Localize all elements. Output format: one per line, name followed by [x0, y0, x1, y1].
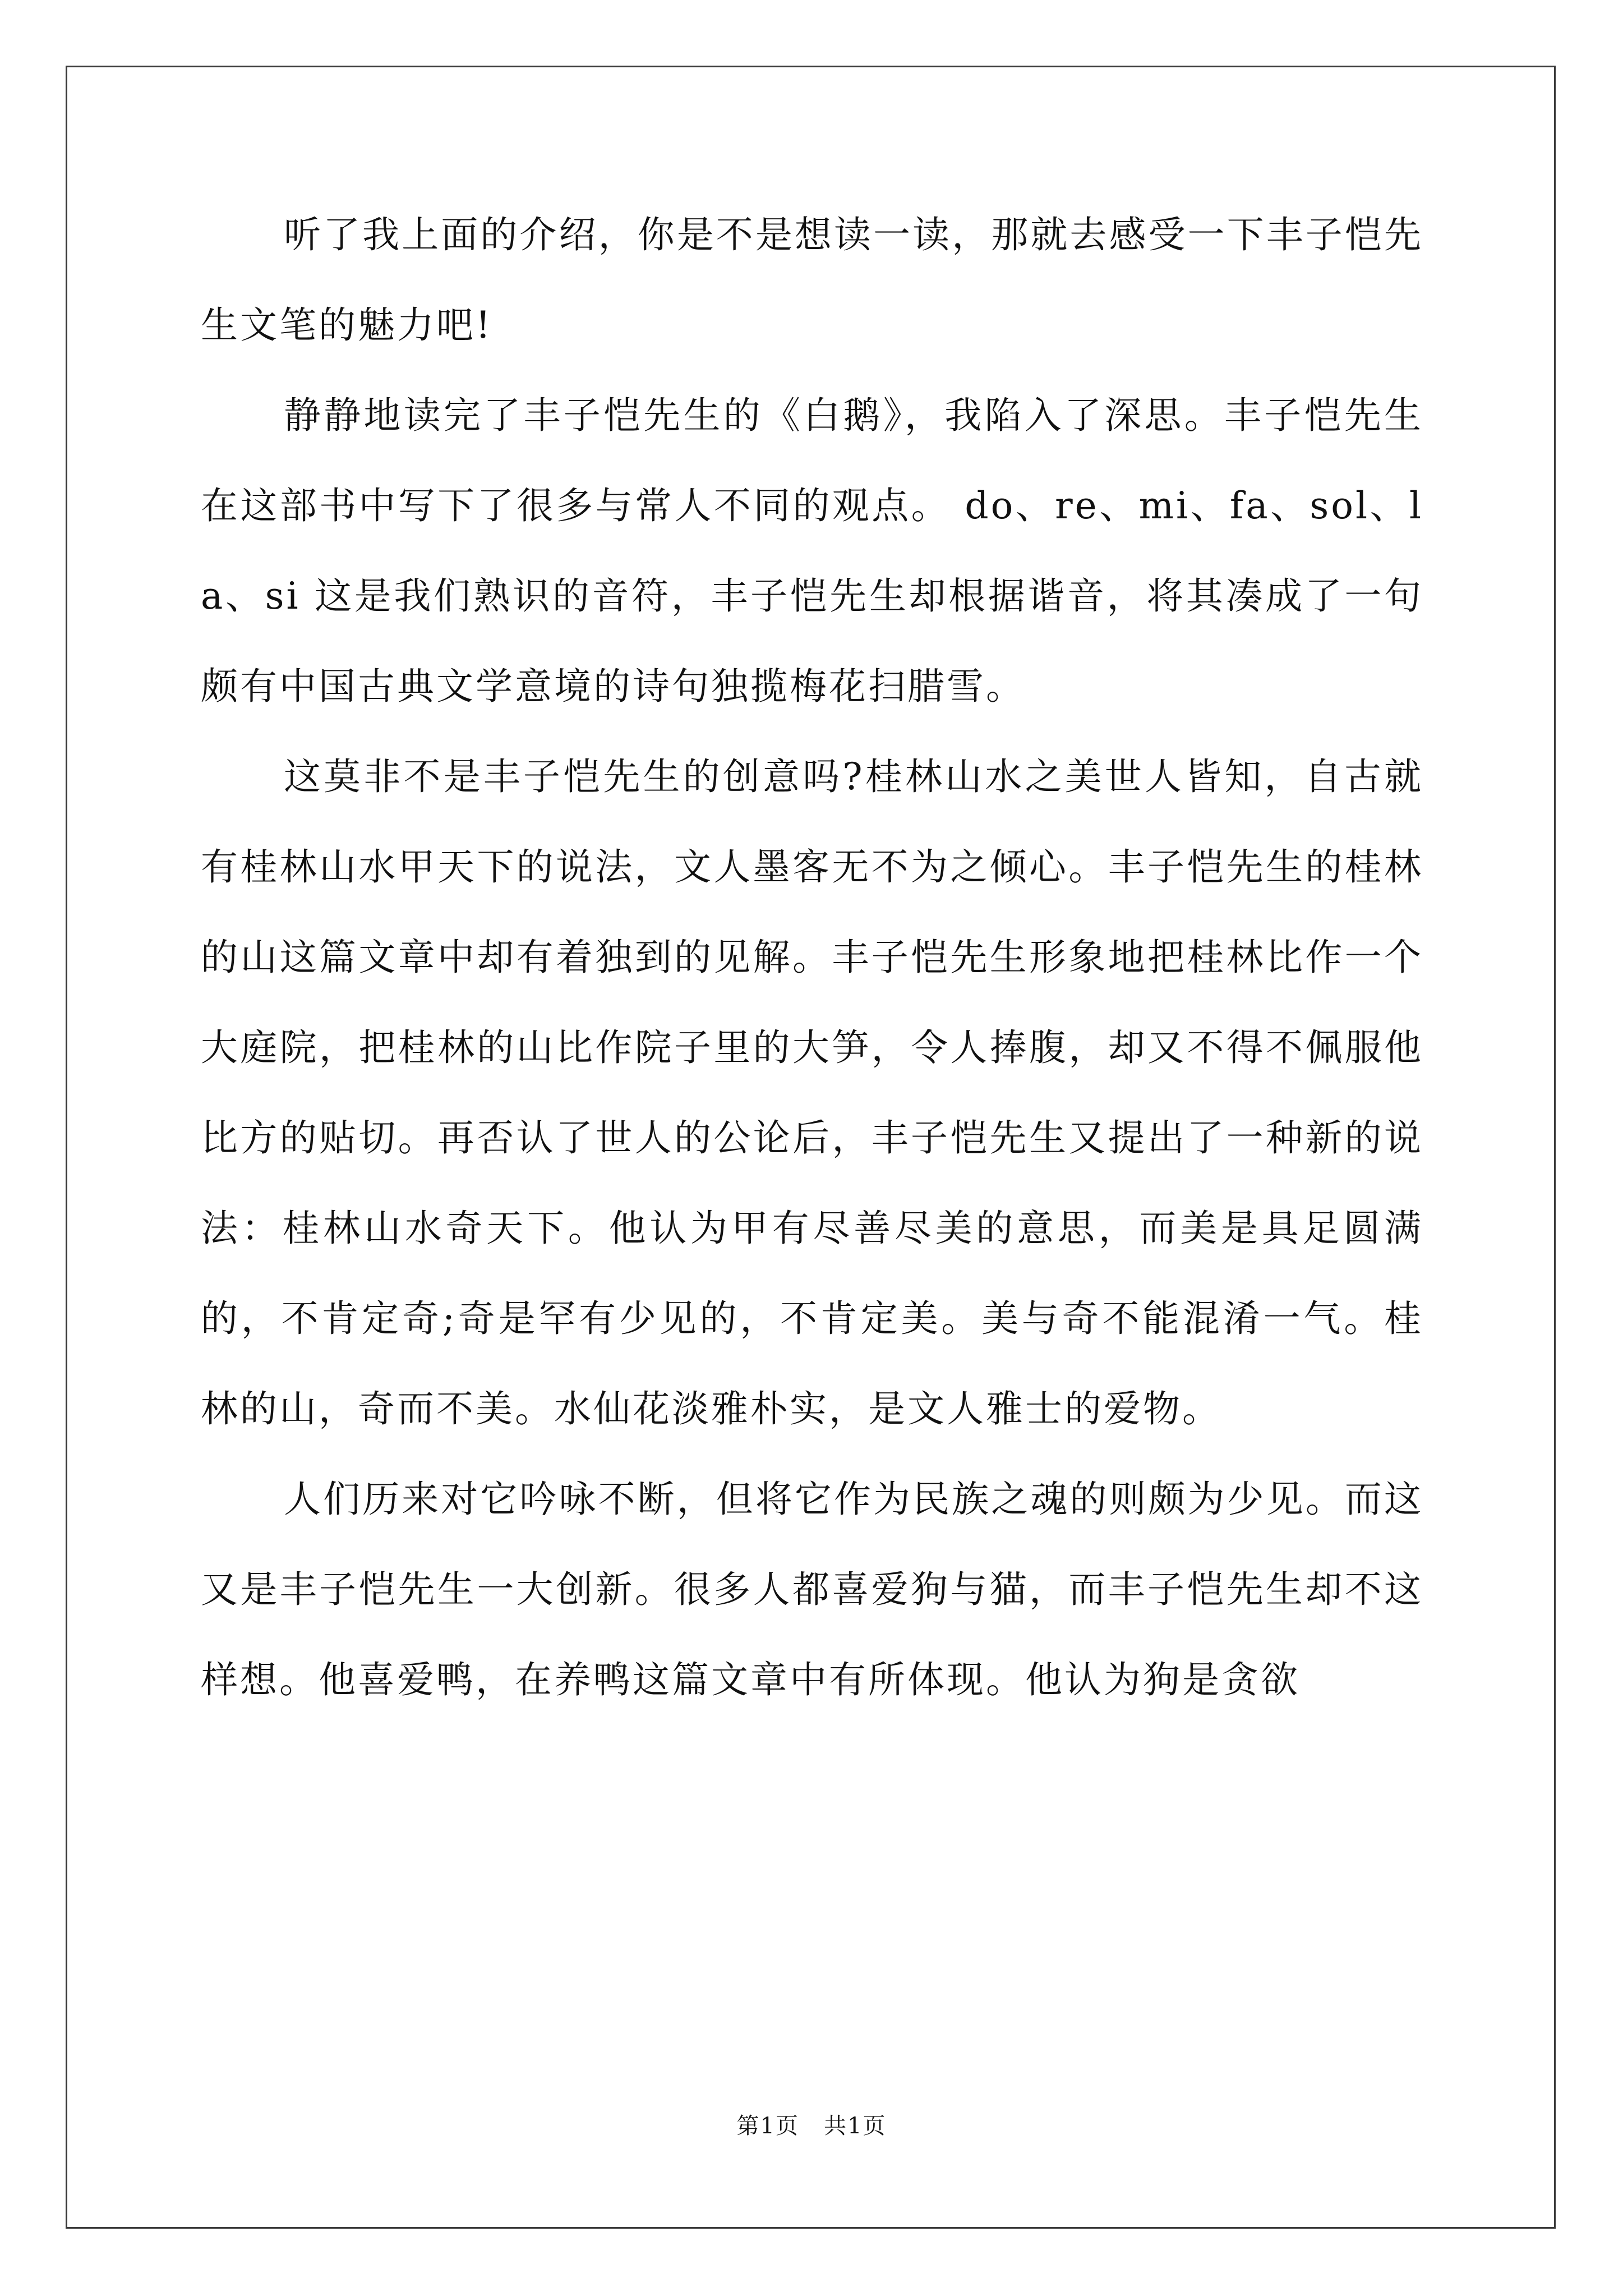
page-total: 共1页	[824, 2113, 887, 2139]
paragraph-2: 静静地读完了丰子恺先生的《白鹅》，我陷入了深思。丰子恺先生在这部书中写下了很多与常人不同的观点。 do、re、mi、fa、sol、la、si 这是我们熟识的音符，丰子恺先生却根据谐音，将其凑成了一句颇有中国古典文学意境的诗句独揽梅花扫腊雪。	[201, 394, 1423, 708]
paragraph-4: 人们历来对它吟咏不断，但将它作为民族之魂的则颇为少见。而这又是丰子恺先生一大创新。很多人都喜爱狗与猫，而丰子恺先生却不这样想。他喜爱鸭，在养鸭这篇文章中有所体现。他认为狗是贪欲	[201, 1478, 1423, 1701]
page-footer	[0, 2109, 1623, 2143]
document-body	[201, 212, 1423, 1725]
page-number: 第1页	[736, 2113, 799, 2139]
paragraph-3: 这莫非不是丰子恺先生的创意吗?桂林山水之美世人皆知，自古就有桂林山水甲天下的说法，文人墨客无不为之倾心。丰子恺先生的桂林的山这篇文章中却有着独到的见解。丰子恺先生形象地把桂林比作一个大庭院，把桂林的山比作院子里的大笋，令人捧腹，却又不得不佩服他比方的贴切。再否认了世人的公论后，丰子恺先生又提出了一种新的说法：桂林山水奇天下。他认为甲有尽善尽美的意思，而美是具足圆满的，不肯定奇;奇是罕有少见的，不肯定美。美与奇不能混淆一气。桂林的山，奇而不美。水仙花淡雅朴实，是文人雅士的爱物。	[201, 755, 1423, 1430]
paragraph-1: 听了我上面的介绍，你是不是想读一读，那就去感受一下丰子恺先生文笔的魅力吧!	[201, 213, 1423, 347]
